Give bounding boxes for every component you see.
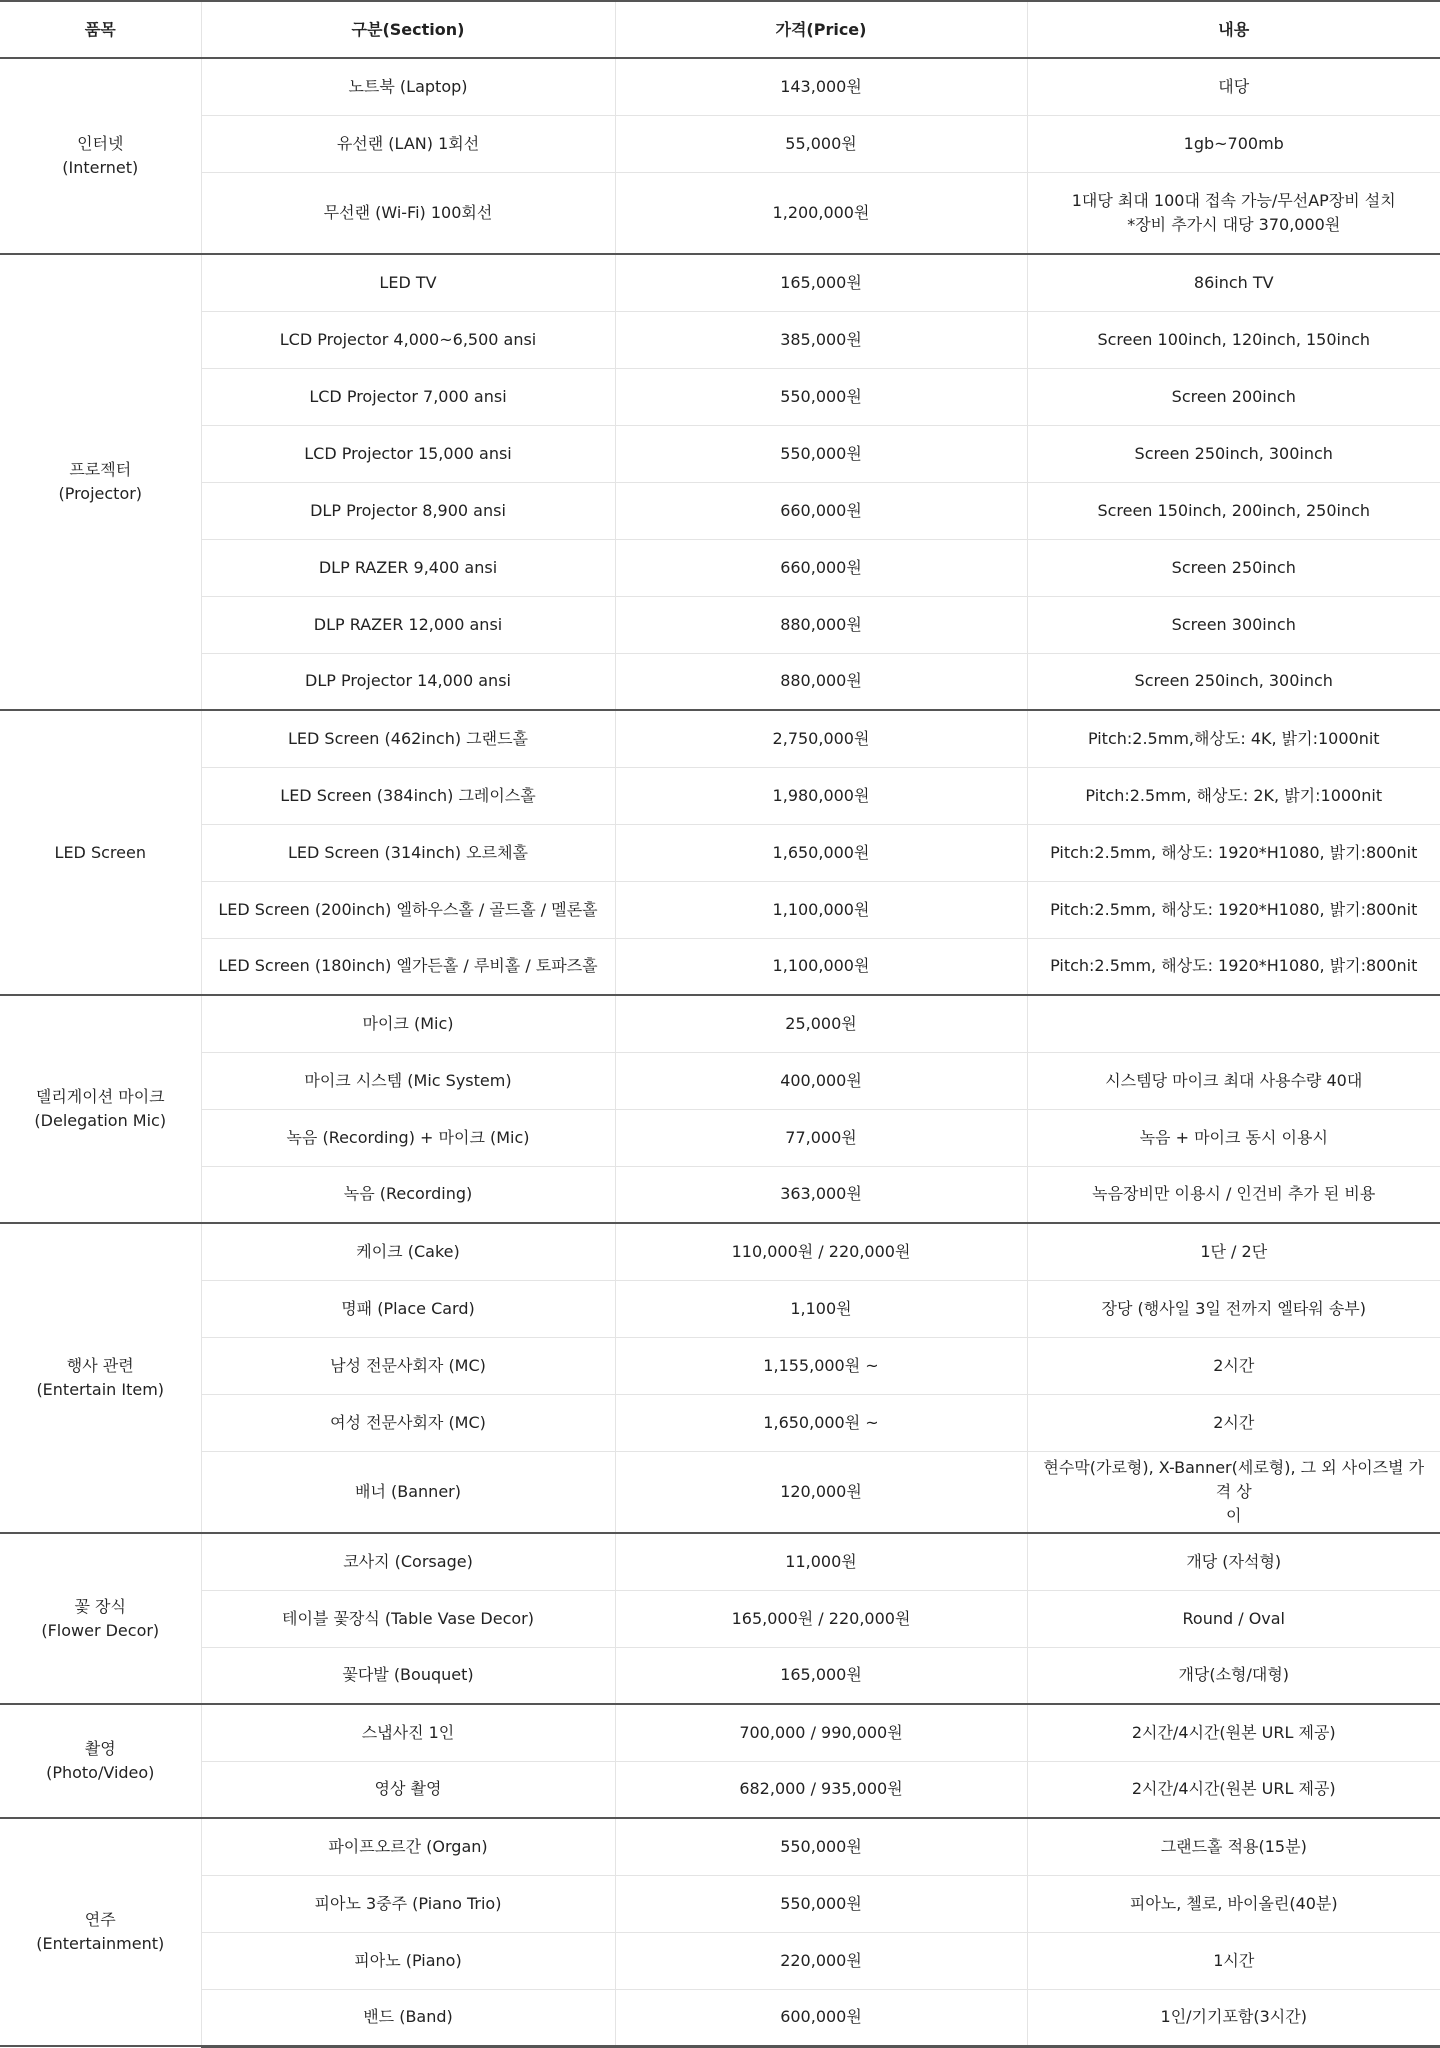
price-cell: 11,000원 [615, 1533, 1027, 1590]
detail-cell [1027, 254, 1440, 311]
table-row [0, 311, 1440, 368]
section-cell: LED Screen (200inch) 엘하우스홀 / 골드홀 / 멜론홀 [201, 881, 615, 938]
detail-line: 1시간 [1213, 1950, 1255, 1970]
category-cell [0, 995, 201, 1223]
detail-cell [1027, 1052, 1440, 1109]
section-cell: 마이크 시스템 (Mic System) [201, 1052, 615, 1109]
detail-line: 개당(소형/대형) [1178, 1665, 1290, 1685]
section-cell: LED Screen (384inch) 그레이스홀 [201, 767, 615, 824]
detail-line: Screen 150inch, 200inch, 250inch [1097, 500, 1371, 520]
category-label: (Delegation Mic) [34, 1111, 167, 1130]
detail-line: 대당 [1218, 76, 1250, 96]
price-cell: 1,100,000원 [615, 938, 1027, 995]
section-cell: DLP RAZER 12,000 ansi [201, 596, 615, 653]
section-cell: 남성 전문사회자 (MC) [201, 1337, 615, 1394]
section-cell: DLP Projector 8,900 ansi [201, 482, 615, 539]
table-row [0, 1647, 1440, 1704]
table-row [0, 710, 1440, 767]
section-cell: LED Screen (314inch) 오르체홀 [201, 824, 615, 881]
price-cell: 880,000원 [615, 653, 1027, 710]
detail-cell [1027, 368, 1440, 425]
section-cell: 녹음 (Recording) [201, 1166, 615, 1223]
table-row [0, 172, 1440, 254]
section-cell: DLP Projector 14,000 ansi [201, 653, 615, 710]
detail-cell [1027, 1337, 1440, 1394]
table-row [0, 1590, 1440, 1647]
header-detail: 내용 [1027, 1, 1440, 58]
table-row [0, 58, 1440, 115]
table-row [0, 995, 1440, 1052]
detail-cell [1027, 311, 1440, 368]
table-row [0, 1932, 1440, 1989]
table-row [0, 1109, 1440, 1166]
category-label: 인터넷 [77, 134, 124, 153]
price-cell: 120,000원 [615, 1451, 1027, 1533]
detail-cell [1027, 1533, 1440, 1590]
section-cell: LED TV [201, 254, 615, 311]
price-cell: 660,000원 [615, 482, 1027, 539]
section-cell: 피아노 3중주 (Piano Trio) [201, 1875, 615, 1932]
table-row [0, 254, 1440, 311]
section-cell: LED Screen (462inch) 그랜드홀 [201, 710, 615, 767]
section-cell: LCD Projector 4,000~6,500 ansi [201, 311, 615, 368]
price-cell: 77,000원 [615, 1109, 1027, 1166]
detail-cell [1027, 1875, 1440, 1932]
detail-line: Screen 250inch [1171, 557, 1296, 577]
table-row [0, 1394, 1440, 1451]
detail-cell [1027, 1394, 1440, 1451]
category-label: (Photo/Video) [46, 1763, 155, 1782]
price-cell: 165,000원 [615, 254, 1027, 311]
table-row [0, 824, 1440, 881]
section-cell: 노트북 (Laptop) [201, 58, 615, 115]
category-label: 델리게이션 마이크 [35, 1087, 165, 1106]
price-cell: 1,980,000원 [615, 767, 1027, 824]
detail-line: 2시간/4시간(원본 URL 제공) [1131, 1779, 1336, 1799]
table-row [0, 539, 1440, 596]
detail-cell [1027, 1109, 1440, 1166]
price-cell: 1,200,000원 [615, 172, 1027, 254]
section-cell: LCD Projector 15,000 ansi [201, 425, 615, 482]
category-label: 행사 관련 [66, 1356, 134, 1375]
section-cell: 스냅사진 1인 [201, 1704, 615, 1761]
detail-cell [1027, 710, 1440, 767]
detail-cell [1027, 995, 1440, 1052]
header-price: 가격(Price) [615, 1, 1027, 58]
table-row [0, 881, 1440, 938]
detail-cell [1027, 767, 1440, 824]
price-cell: 25,000원 [615, 995, 1027, 1052]
category-label: (Projector) [58, 484, 143, 503]
section-cell: 무선랜 (Wi-Fi) 100회선 [201, 172, 615, 254]
detail-line: Round / Oval [1182, 1608, 1285, 1628]
detail-line: 녹음 + 마이크 동시 이용시 [1139, 1127, 1328, 1147]
section-cell: 녹음 (Recording) + 마이크 (Mic) [201, 1109, 615, 1166]
category-cell [0, 254, 201, 710]
detail-line: Pitch:2.5mm, 해상도: 1920*H1080, 밝기:800nit [1050, 842, 1418, 862]
table-row [0, 1223, 1440, 1280]
detail-cell [1027, 938, 1440, 995]
table-row [0, 1704, 1440, 1761]
detail-cell [1027, 172, 1440, 254]
category-label: 프로젝터 [69, 460, 132, 479]
detail-line: 2시간/4시간(원본 URL 제공) [1131, 1722, 1336, 1742]
price-cell: 550,000원 [615, 425, 1027, 482]
detail-line: 개당 (자석형) [1186, 1551, 1282, 1571]
price-cell: 2,750,000원 [615, 710, 1027, 767]
detail-line: Screen 300inch [1171, 614, 1296, 634]
category-label: 꽃 장식 [74, 1596, 126, 1616]
table-row [0, 1989, 1440, 2046]
detail-line: Screen 250inch, 300inch [1134, 671, 1333, 691]
detail-line: 장당 (행사일 3일 전까지 엘타워 송부) [1101, 1298, 1366, 1318]
detail-cell [1027, 115, 1440, 172]
detail-cell [1027, 1932, 1440, 1989]
section-cell: 피아노 (Piano) [201, 1932, 615, 1989]
price-cell: 550,000원 [615, 1818, 1027, 1875]
detail-line: 피아노, 첼로, 바이올린(40분) [1129, 1893, 1338, 1913]
section-cell: 파이프오르간 (Organ) [201, 1818, 615, 1875]
detail-cell [1027, 1647, 1440, 1704]
detail-cell [1027, 1280, 1440, 1337]
detail-line: 1gb~700mb [1183, 133, 1284, 153]
price-cell: 1,650,000원 ~ [615, 1394, 1027, 1451]
detail-line: 1인/기기포함(3시간) [1160, 2007, 1307, 2026]
section-cell: 배너 (Banner) [201, 1451, 615, 1533]
table-row [0, 1761, 1440, 1818]
detail-line: 2시간 [1213, 1355, 1255, 1375]
detail-line: 1단 / 2단 [1200, 1241, 1268, 1261]
category-label: (Entertain Item) [36, 1380, 165, 1399]
detail-cell [1027, 1166, 1440, 1223]
detail-cell [1027, 881, 1440, 938]
price-cell: 55,000원 [615, 115, 1027, 172]
section-cell: 밴드 (Band) [201, 1989, 615, 2046]
detail-line: 녹음장비만 이용시 / 인건비 추가 된 비용 [1092, 1184, 1376, 1204]
detail-cell [1027, 1451, 1440, 1533]
detail-cell [1027, 1704, 1440, 1761]
section-cell: 꽃다발 (Bouquet) [201, 1647, 615, 1704]
price-cell: 220,000원 [615, 1932, 1027, 1989]
price-cell: 550,000원 [615, 1875, 1027, 1932]
detail-cell [1027, 539, 1440, 596]
table-row [0, 1533, 1440, 1590]
price-cell: 682,000 / 935,000원 [615, 1761, 1027, 1818]
detail-line: 이 [1226, 1505, 1242, 1525]
table-row [0, 482, 1440, 539]
header-section: 구분(Section) [201, 1, 615, 58]
section-cell: 케이크 (Cake) [201, 1223, 615, 1280]
detail-line: Pitch:2.5mm, 해상도: 2K, 밝기:1000nit [1085, 785, 1383, 805]
table-row [0, 596, 1440, 653]
table-row [0, 368, 1440, 425]
section-cell: LED Screen (180inch) 엘가든홀 / 루비홀 / 토파즈홀 [201, 938, 615, 995]
table-row [0, 1280, 1440, 1337]
section-cell: 영상 촬영 [201, 1761, 615, 1818]
detail-cell [1027, 425, 1440, 482]
detail-cell [1027, 1761, 1440, 1818]
section-cell: DLP RAZER 9,400 ansi [201, 539, 615, 596]
section-cell: 코사지 (Corsage) [201, 1533, 615, 1590]
detail-cell [1027, 1590, 1440, 1647]
detail-cell [1027, 58, 1440, 115]
price-cell: 110,000원 / 220,000원 [615, 1223, 1027, 1280]
table-row [0, 1818, 1440, 1875]
detail-line: Screen 100inch, 120inch, 150inch [1097, 329, 1371, 349]
detail-line: *장비 추가시 대당 370,000원 [1127, 214, 1341, 234]
category-cell [0, 1818, 201, 2046]
category-label: 연주 [84, 1910, 116, 1929]
section-cell: 유선랜 (LAN) 1회선 [201, 115, 615, 172]
detail-cell [1027, 1989, 1440, 2046]
price-cell: 550,000원 [615, 368, 1027, 425]
table-row [0, 767, 1440, 824]
section-cell: 테이블 꽃장식 (Table Vase Decor) [201, 1590, 615, 1647]
price-cell: 385,000원 [615, 311, 1027, 368]
category-cell [0, 710, 201, 995]
section-cell: LCD Projector 7,000 ansi [201, 368, 615, 425]
category-cell [0, 1223, 201, 1533]
category-cell [0, 1533, 201, 1704]
price-cell: 363,000원 [615, 1166, 1027, 1223]
header-item: 품목 [0, 1, 201, 58]
category-cell [0, 58, 201, 254]
detail-line: 현수막(가로형), X-Banner(세로형), 그 외 사이즈별 가격 상 [1043, 1457, 1425, 1501]
category-label: (Flower Decor) [41, 1620, 160, 1640]
price-cell: 880,000원 [615, 596, 1027, 653]
detail-cell [1027, 482, 1440, 539]
detail-line: Pitch:2.5mm,해상도: 4K, 밝기:1000nit [1087, 728, 1380, 748]
price-cell: 1,155,000원 ~ [615, 1337, 1027, 1394]
price-cell: 400,000원 [615, 1052, 1027, 1109]
detail-line: 2시간 [1213, 1412, 1255, 1432]
table-body [0, 58, 1440, 2046]
detail-line: 86inch TV [1193, 272, 1274, 292]
price-cell: 700,000 / 990,000원 [615, 1704, 1027, 1761]
price-cell: 165,000원 / 220,000원 [615, 1590, 1027, 1647]
detail-cell [1027, 653, 1440, 710]
detail-cell [1027, 596, 1440, 653]
category-label: LED Screen [54, 842, 146, 862]
category-label: 촬영 [84, 1739, 116, 1758]
detail-line: Screen 200inch [1171, 386, 1296, 406]
table-row [0, 938, 1440, 995]
category-label: (Internet) [62, 158, 139, 177]
price-cell: 165,000원 [615, 1647, 1027, 1704]
price-cell: 1,100,000원 [615, 881, 1027, 938]
price-cell: 1,650,000원 [615, 824, 1027, 881]
detail-cell [1027, 1223, 1440, 1280]
price-cell: 143,000원 [615, 58, 1027, 115]
detail-line: Pitch:2.5mm, 해상도: 1920*H1080, 밝기:800nit [1050, 956, 1418, 976]
detail-line: 1대당 최대 100대 접속 가능/무선AP장비 설치 [1071, 190, 1396, 210]
detail-cell [1027, 824, 1440, 881]
category-label: (Entertainment) [36, 1934, 165, 1953]
detail-line: Screen 250inch, 300inch [1134, 443, 1333, 463]
price-cell: 1,100원 [615, 1280, 1027, 1337]
detail-cell [1027, 1818, 1440, 1875]
price-cell: 660,000원 [615, 539, 1027, 596]
table-row [0, 1451, 1440, 1533]
table-header-row [0, 1, 1440, 58]
price-cell: 600,000원 [615, 1989, 1027, 2046]
table-row [0, 115, 1440, 172]
detail-line: 시스템당 마이크 최대 사용수량 40대 [1105, 1070, 1363, 1090]
section-cell: 명패 (Place Card) [201, 1280, 615, 1337]
table-row [0, 1052, 1440, 1109]
detail-line: 그랜드홀 적용(15분) [1160, 1836, 1307, 1856]
section-cell: 마이크 (Mic) [201, 995, 615, 1052]
table-row [0, 1337, 1440, 1394]
category-cell [0, 1704, 201, 1818]
table-row [0, 425, 1440, 482]
table-row [0, 653, 1440, 710]
detail-line: Pitch:2.5mm, 해상도: 1920*H1080, 밝기:800nit [1050, 899, 1418, 919]
table-row [0, 1166, 1440, 1223]
section-cell: 여성 전문사회자 (MC) [201, 1394, 615, 1451]
table-row [0, 1875, 1440, 1932]
